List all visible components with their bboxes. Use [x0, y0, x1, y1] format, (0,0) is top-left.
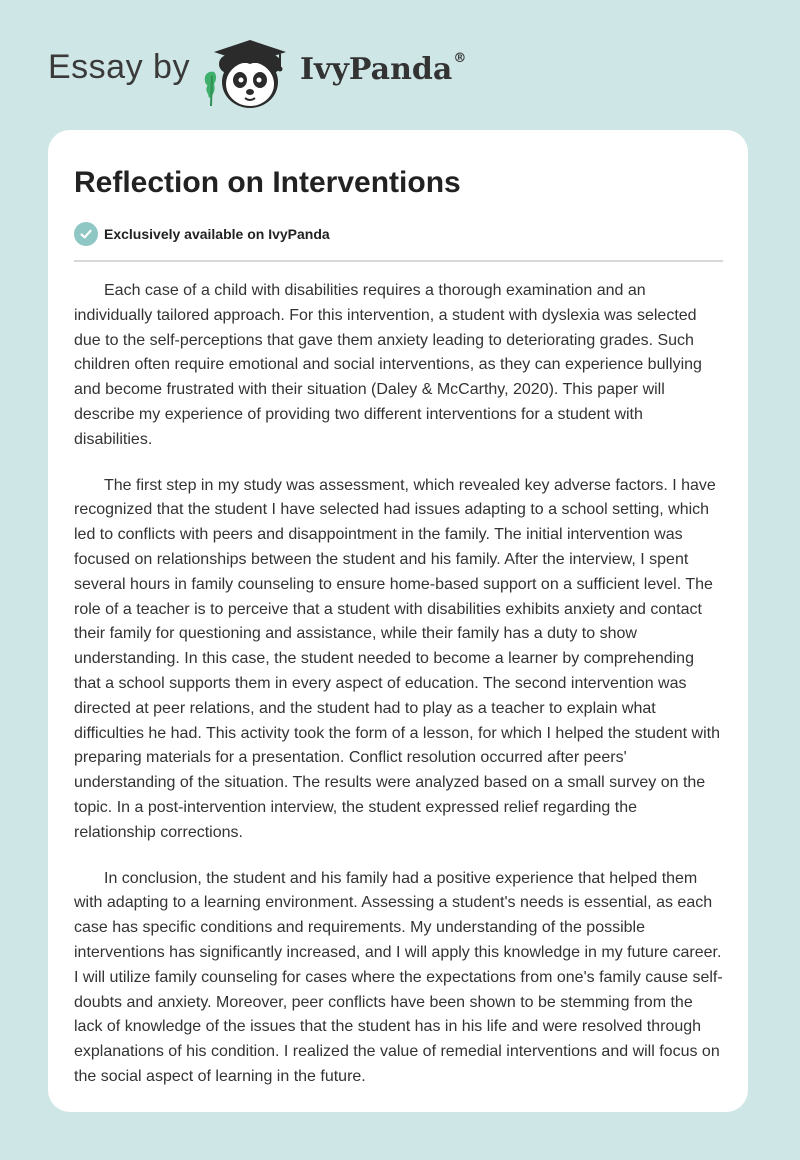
trademark-symbol: ®: [453, 51, 467, 66]
exclusive-badge-label: Exclusively available on IvyPanda: [104, 226, 330, 242]
essay-card: [48, 130, 748, 1112]
check-circle-icon: [74, 222, 98, 246]
essay-title: Reflection on Interventions: [74, 166, 461, 199]
panda-logo-icon[interactable]: [200, 36, 296, 112]
site-header: [48, 34, 508, 114]
title-divider: [74, 260, 723, 262]
paragraph: In conclusion, the student and his family had a positive experience that helped them with adapting to a learning environment. Assessing a student's needs is essential, as each case has specific conditions and requirements. My understanding of the possible interventions has significantly increased, and I will apply this knowledge in my future career. I will utilize family counseling for cases where the expectations from one's family cause self-doubts and anxiety. Moreover, peer conflicts have been shown to be stemming from the lack of knowledge of the issues that the student has in his life and were resolved through explanations of his condition. I realized the value of remedial interventions and will focus on the social aspect of learning in the future.: [74, 869, 723, 1085]
essay-body: [74, 279, 723, 1111]
essay-by-label: Essay by: [48, 48, 190, 86]
paragraph: The first step in my study was assessment, which revealed key adverse factors. I have recognized that the student I have selected had issues adapting to a school setting, which led to conflicts with peers and disappointment in the family. The initial intervention was focused on relationships between the student and his family. After the interview, I spent several hours in family counseling to ensure home-based support on a sufficient level. The role of a teacher is to perceive that a student with disabilities exhibits anxiety and contact their family for questioning and assistance, while their family has a duty to show understanding. In this case, the student needed to become a learner by comprehending that a school supports them in every aspect of education. The second intervention was directed at peer relations, and the student had to play as a teacher to explain what difficulties he had. This activity took the form of a lesson, for which I helped the student with preparing materials for a presentation. Conflict resolution occurred after peers' understanding of the situation. The results were analyzed based on a small survey on the topic. In a post-intervention interview, the student expressed relief regarding the relationship corrections.: [74, 476, 720, 841]
paragraph: Each case of a child with disabilities requires a thorough examination and an individually tailored approach. For this intervention, a student with dyslexia was selected due to the self-perceptions that gave them anxiety leading to deteriorating grades. Such children often require emotional and social interventions, as they can experience bullying and become frustrated with their situation (Daley & McCarthy, 2020). This paper will describe my experience of providing two different interventions for a student with disabilities.: [74, 282, 702, 448]
exclusive-badge: [74, 221, 330, 247]
brand-name[interactable]: IvyPanda®: [300, 51, 467, 87]
